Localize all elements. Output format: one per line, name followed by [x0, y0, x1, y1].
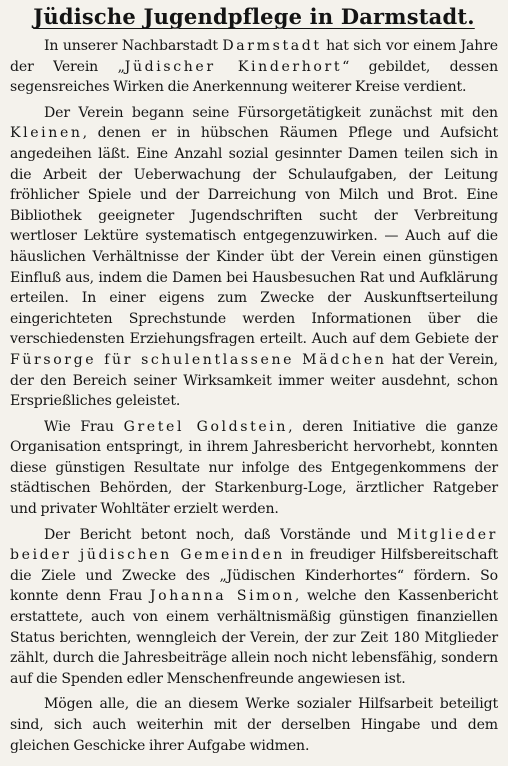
p1-text-c: hat sich vor einem Jahre der Verein „	[10, 38, 498, 75]
paragraph-5: Mögen alle, die an diesem Werke sozialer Hilfsarbeit beteiligt sind, sich auch weiterhin mit der derselben Hingabe und dem gleichen Geschicke ihrer Aufgabe widmen.	[10, 696, 498, 754]
mitglieder-spaced: Mitglieder beider jüdischen Gemeinden	[10, 526, 498, 564]
paragraph-2	[10, 103, 498, 412]
p3-text-a: Wie Frau	[44, 418, 124, 435]
association-name-spaced: Jüdischer Kinderhort	[124, 58, 343, 75]
p1-text-a: In unserer Nachbarstadt	[44, 38, 223, 54]
p4-text-c: in freudiger Hilfsbereitschaft die Ziele und Zwecke des „Jüdischen Kinderhortes“ fördern. So konnte denn Frau	[10, 547, 498, 605]
simon-spaced: Johanna Simon	[149, 588, 295, 605]
p2-text-c: , denen er in hübschen Räumen Pflege und Aufsicht angedeihen läßt. Eine Anzahl sozial gesinnter Damen teilen sich in die Arbeit der Ueberwachung der Schulaufgaben, der Leitung fröhlicher Spiele und der Darreichung von Milch und Brot. Eine Bibliothek geeigneter Jugendschriften sucht der Verbreitung wertloser Lektüre systematisch entgegenzuwirken. — Auch auf die häuslichen Verhältnisse der Kinder übt der Verein einen günstigen Einfluß aus, indem die Damen bei Hausbesuchen Rat und Aufklärung erteilen. In einer eigens zum Zwecke der Auskunftserteilung eingerichteten Sprechstunde werden Informationen über die verschiedensten Erziehungsfragen erteilt. Auch auf dem Gebiete der	[10, 125, 498, 348]
p2-text-e: hat der Verein, der den Bereich seiner Wirksamkeit immer weiter ausdehnt, schon Ersprießliches geleistet.	[10, 351, 499, 410]
p4-text-e: , welche den Kassenbericht erstattete, auch von einem verhältnismäßig günstigen finanziellen Status berichten, wenngleich der Verein, der zur Zeit 180 Mitglieder zählt, durch die Jahresbeiträge allein noch nicht lebensfähig, sondern auf die Spenden edler Menschenfreunde angewiesen ist.	[10, 588, 498, 687]
p3-text-c: , deren Initiative die ganze Organisation entspringt, in ihrem Jahresbericht hervorhebt, konnten diese günstigen Resultate nur infolge des Entgegenkommens der städtischen Behörden, der Starkenburg-Loge, ärztlicher Ratgeber und privater Wohltäter erzielt werden.	[10, 418, 498, 518]
paragraph-3	[10, 417, 498, 520]
article-title: Jüdische Jugendpflege in Darmstadt.	[33, 4, 475, 29]
p4-text-a: Der Bericht betont noch, daß Vorstände und	[44, 526, 397, 543]
p1-text-e: “ gebildet, dessen segensreiches Wirken die Anerkennung weiterer Kreise verdient.	[10, 58, 498, 96]
p2-text-a: Der Verein begann seine Fürsorgetätigkeit zunächst mit den	[44, 104, 498, 121]
fuersorge-spaced: Fürsorge für schulentlassene Mädchen	[10, 351, 387, 368]
city-name-spaced: Darmstadt	[222, 38, 322, 54]
goldstein-spaced: Gretel Goldstein	[123, 418, 289, 435]
paragraph-1	[10, 36, 498, 98]
paragraph-4	[10, 525, 498, 690]
kleinen-spaced: Kleinen	[10, 125, 83, 142]
